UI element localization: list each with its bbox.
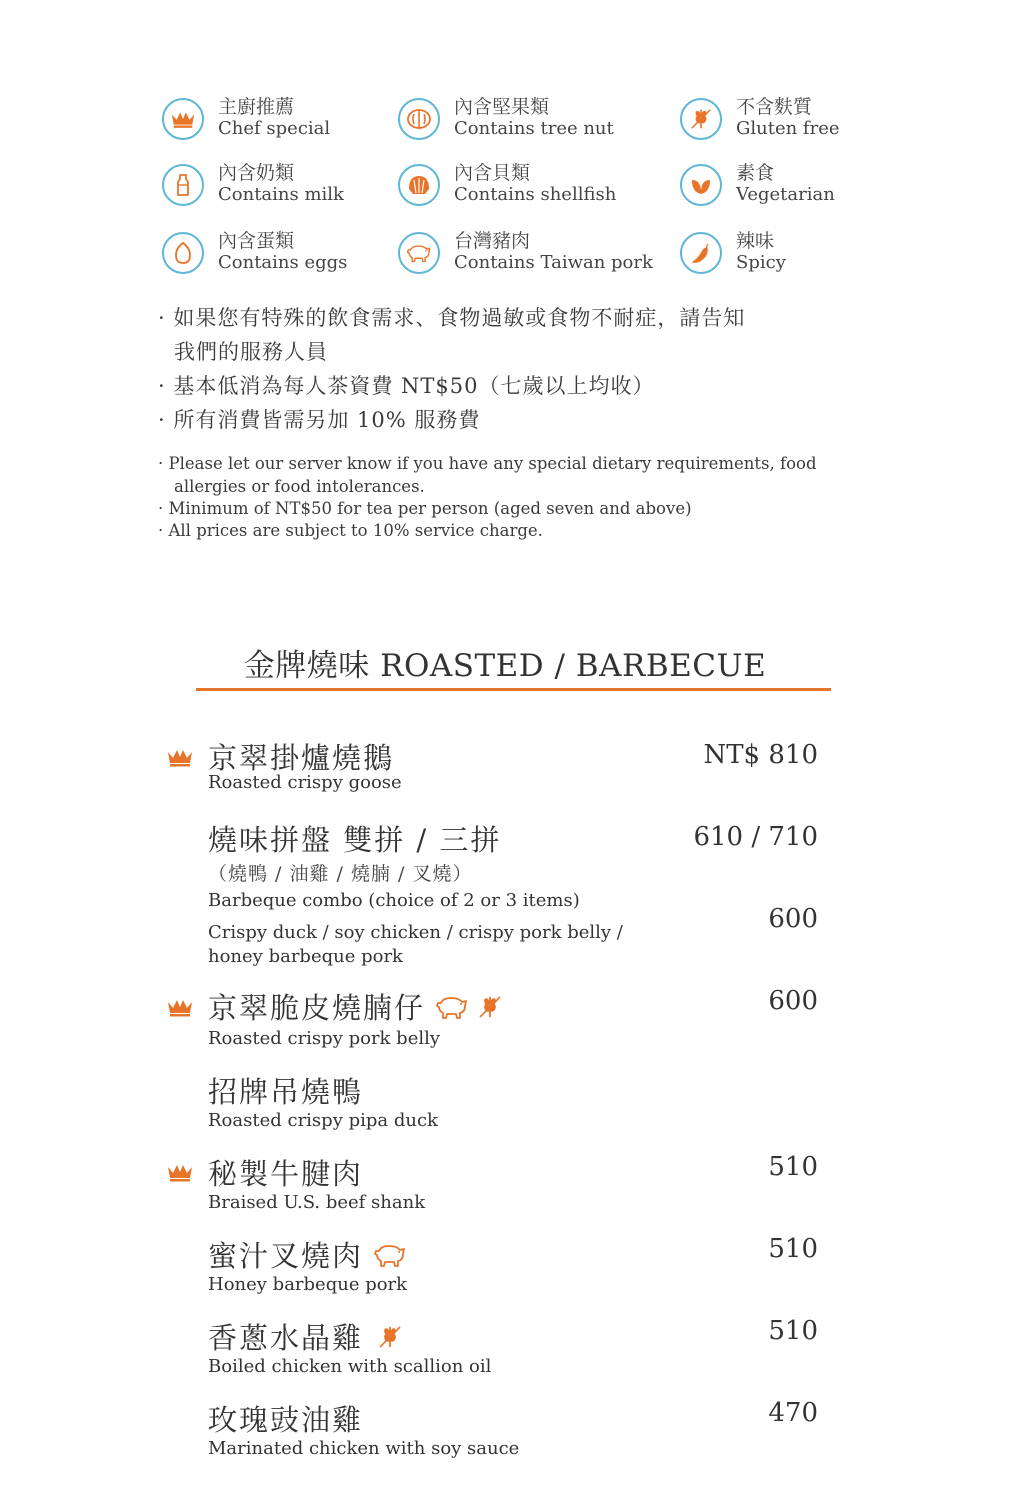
legend-gluten-free	[680, 92, 920, 148]
legend-label-zh: 素食	[736, 162, 775, 184]
legend-label-zh: 不含麩質	[736, 96, 813, 118]
pig-icon	[373, 1241, 407, 1269]
legend-label-zh: 辣味	[736, 230, 775, 252]
legend-label-zh: 內含奶類	[218, 162, 295, 184]
legend-label-en: Contains eggs	[218, 252, 348, 273]
note-zh-service: · 所有消費皆需另加 10% 服務費	[158, 408, 481, 432]
egg-icon	[162, 232, 204, 274]
shell-icon	[398, 164, 440, 206]
item-price: 510	[768, 1234, 818, 1264]
pig-icon	[398, 232, 440, 274]
legend-label-en: Spicy	[736, 252, 786, 273]
note-zh-dietary: · 如果您有特殊的飲食需求、食物過敏或食物不耐症，請告知	[158, 306, 746, 330]
legend-label-zh: 內含貝類	[454, 162, 531, 184]
note-en-service: · All prices are subject to 10% service charge.	[158, 521, 543, 540]
item-price: 470	[768, 1398, 818, 1428]
pig-icon	[435, 993, 469, 1021]
item-name-en: Roasted crispy goose	[208, 772, 402, 793]
item-name-en: Barbeque combo (choice of 2 or 3 items)	[208, 890, 580, 911]
item-desc-en: Crispy duck / soy chicken / crispy pork belly /	[208, 922, 623, 943]
legend-eggs	[162, 226, 402, 282]
legend-label-zh: 內含蛋類	[218, 230, 295, 252]
item-name-en: Roasted crispy pipa duck	[208, 1110, 438, 1131]
gluten-free-icon	[680, 98, 722, 140]
item-price: 610 / 710	[693, 822, 818, 852]
item-price: 510	[768, 1316, 818, 1346]
note-zh-dietary-cont: 我們的服務人員	[174, 340, 328, 364]
item-name-zh: 京翠脆皮燒腩仔	[208, 991, 426, 1025]
legend-label-zh: 內含堅果類	[454, 96, 550, 118]
section-title: 金牌燒味 ROASTED / BARBECUE	[243, 648, 767, 684]
item-sub-zh: （燒鴨 / 油雞 / 燒腩 / 叉燒）	[208, 863, 473, 885]
item-name-en: Boiled chicken with scallion oil	[208, 1356, 492, 1377]
legend-label-zh: 台灣豬肉	[454, 230, 531, 252]
legend-label-en: Contains Taiwan pork	[454, 252, 653, 273]
note-en-dietary-cont: allergies or food intolerances.	[174, 477, 425, 496]
legend-label-zh: 主廚推薦	[218, 96, 295, 118]
crown-icon	[166, 747, 194, 767]
item-name-zh: 秘製牛腱肉	[208, 1157, 364, 1191]
crown-icon	[166, 1162, 194, 1182]
note-zh-minimum: · 基本低消為每人茶資費 NT$50（七歲以上均收）	[158, 374, 655, 398]
milk-bottle-icon	[162, 164, 204, 206]
item-name-en: Roasted crispy pork belly	[208, 1028, 441, 1049]
item-name-en: Braised U.S. beef shank	[208, 1192, 426, 1213]
legend-label-en: Gluten free	[736, 118, 840, 139]
crown-icon	[162, 98, 204, 140]
item-name-en: Honey barbeque pork	[208, 1274, 408, 1295]
item-desc-en-cont: honey barbeque pork	[208, 946, 403, 967]
item-price: 510	[768, 1152, 818, 1182]
chili-icon	[680, 232, 722, 274]
legend-shellfish	[398, 158, 638, 214]
legend-tree-nut	[398, 92, 638, 148]
item-name-zh: 招牌吊燒鴨	[208, 1075, 364, 1109]
legend-milk	[162, 158, 402, 214]
legend-chef-special	[162, 92, 402, 148]
item-row-zh	[208, 1316, 407, 1357]
item-name-zh: 京翠掛爐燒鵝	[208, 741, 395, 775]
item-row-zh	[208, 986, 507, 1027]
item-price: NT$ 810	[703, 740, 818, 770]
gluten-free-icon	[373, 1323, 407, 1351]
legend-label-en: Contains shellfish	[454, 184, 617, 205]
legend-spicy	[680, 226, 920, 282]
legend-label-en: Contains tree nut	[454, 118, 614, 139]
crown-icon	[166, 997, 194, 1017]
item-name-en: Marinated chicken with soy sauce	[208, 1438, 520, 1459]
item-name-zh: 燒味拼盤 雙拼 / 三拼	[208, 823, 502, 857]
legend-label-en: Contains milk	[218, 184, 344, 205]
walnut-icon	[398, 98, 440, 140]
item-price: 600	[768, 986, 818, 1016]
legend-vegetarian	[680, 158, 920, 214]
section-divider	[196, 688, 831, 691]
item-name-zh: 玫瑰豉油雞	[208, 1403, 364, 1437]
note-en-minimum: · Minimum of NT$50 for tea per person (aged seven and above)	[158, 499, 692, 518]
gluten-free-icon	[473, 993, 507, 1021]
note-en-dietary: · Please let our server know if you have any special dietary requirements, food	[158, 454, 817, 473]
item-price: 600	[768, 904, 818, 934]
legend-label-en: Chef special	[218, 118, 331, 139]
legend-label-en: Vegetarian	[736, 184, 835, 205]
legend-taiwan-pork	[398, 226, 653, 282]
item-row-zh	[208, 1234, 407, 1275]
item-name-zh: 香蔥水晶雞	[208, 1321, 364, 1355]
item-name-zh: 蜜汁叉燒肉	[208, 1239, 364, 1273]
leaf-icon	[680, 164, 722, 206]
